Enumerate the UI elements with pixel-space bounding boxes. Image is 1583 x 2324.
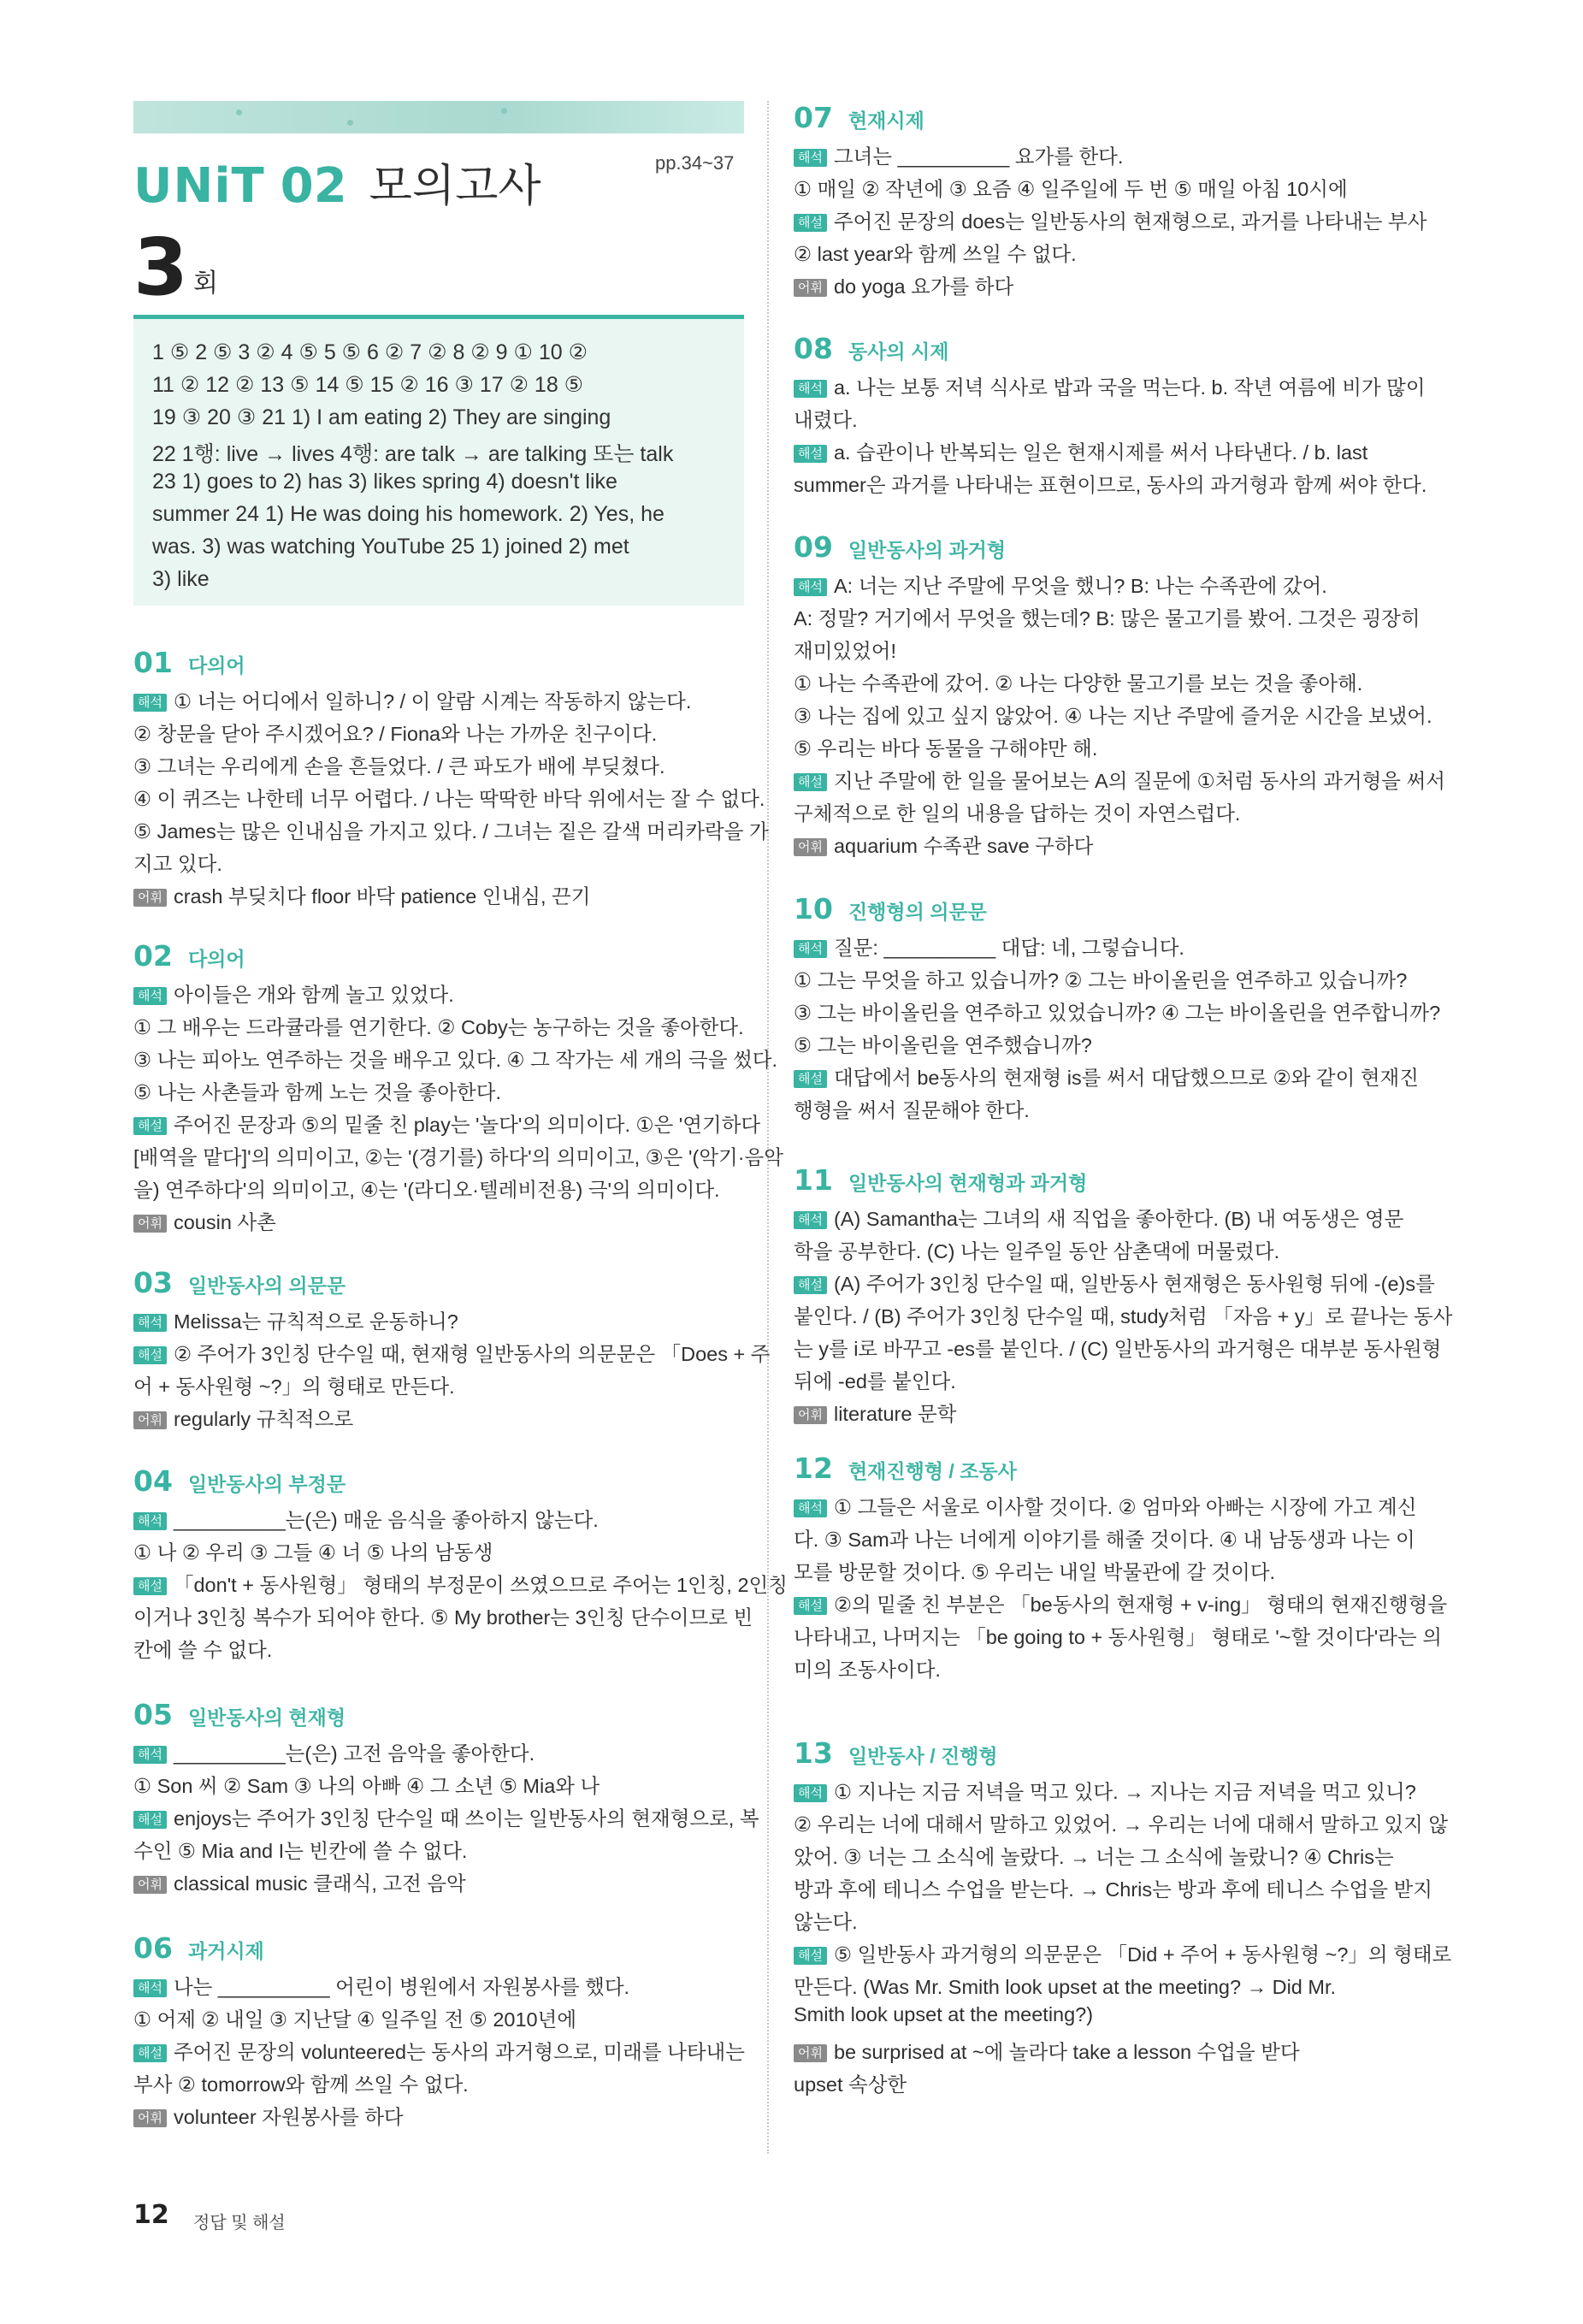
question-header xyxy=(133,1464,744,1499)
explanation-line xyxy=(133,1835,467,1864)
line-text: ① 나 ② 우리 ③ 그들 ④ 너 ⑤ 나의 남동생 xyxy=(133,1541,493,1564)
answer-line: summer 24 1) He was doing his homework. 2) Yes, he xyxy=(152,502,665,526)
line-text: 는 y를 i로 바꾸고 -es를 붙인다. / (C) 일반동사의 과거형은 대부분 동사원형 xyxy=(794,1338,1442,1360)
explanation-line xyxy=(794,2036,1300,2065)
round-label: 회 xyxy=(193,269,218,298)
line-text: 만든다. (Was Mr. Smith look upset at the meeting? → Did Mr. xyxy=(794,1976,1337,1998)
unit-subtitle: 모의고사 xyxy=(369,162,541,211)
explanation-line xyxy=(794,635,896,664)
explanation-line xyxy=(794,1029,1092,1058)
line-text: ① 매일 ② 작년에 ③ 요즘 ④ 일주일에 두 번 ⑤ 매일 아침 10시에 xyxy=(794,178,1348,200)
explanation-line xyxy=(794,1873,1432,1902)
answer-line: 19 ③ 20 ③ 21 1) I am eating 2) They are singing xyxy=(152,405,611,429)
eohwi-tag: 어휘 xyxy=(133,2109,167,2127)
line-text: ① 그는 무엇을 하고 있습니까? ② 그는 바이올린을 연주하고 있습니까? xyxy=(794,969,1408,991)
line-text: ② 우리는 너에 대해서 말하고 있었어. → 우리는 너에 대해서 말하고 있지 않 xyxy=(794,1813,1449,1836)
line-text: 어 + 동사원형 ~?」의 형태로 만든다. xyxy=(133,1375,455,1398)
line-text: 지고 있다. xyxy=(133,853,222,875)
explanation-line xyxy=(794,270,1013,299)
line-text: aquarium 수족관 save 구하다 xyxy=(833,835,1094,857)
line-text: ① 어제 ② 내일 ③ 지난달 ④ 일주일 전 ⑤ 2010년에 xyxy=(133,2008,577,2031)
explanation-line xyxy=(133,1044,777,1073)
explanation-line xyxy=(133,2068,469,2097)
explanation-line xyxy=(794,964,1407,993)
explanation-line xyxy=(133,1305,458,1334)
line-text: regularly 규칙적으로 xyxy=(173,1408,354,1430)
line-text: ① 나는 수족관에 갔어. ② 나는 다양한 물고기를 보는 것을 좋아해. xyxy=(794,672,1363,695)
explanation-line xyxy=(794,1365,956,1394)
explanation-line xyxy=(794,1268,1435,1297)
line-text: ① 너는 어디에서 일하니? / 이 알람 시계는 작동하지 않는다. xyxy=(173,690,692,713)
explanation-line xyxy=(133,1971,629,2000)
explanation-line xyxy=(794,1906,858,1935)
explanation-line xyxy=(794,1971,1336,2000)
line-text: ⑤ 나는 사촌들과 함께 노는 것을 좋아한다. xyxy=(133,1081,501,1103)
explanation-line xyxy=(133,2003,576,2032)
explanation-line xyxy=(794,436,1367,465)
line-text: 아이들은 개와 함께 놀고 있었다. xyxy=(173,984,454,1006)
line-text: ⑤ 일반동사 과거형의 의문문은 「Did + 주어 + 동사원형 ~?」의 형태로 xyxy=(833,1943,1452,1966)
line-text: (A) 주어가 3인칭 단수일 때, 일반동사 현재형은 동사원형 뒤에 -(e)s를 xyxy=(833,1273,1435,1295)
line-text: volunteer 자원봉사를 하다 xyxy=(173,2106,404,2128)
line-text: 수인 ⑤ Mia and I는 빈칸에 쓸 수 없다. xyxy=(133,1840,468,1862)
answer-line: 1 ⑤ 2 ⑤ 3 ② 4 ⑤ 5 ⑤ 6 ② 7 ② 8 ② 9 ① 10 ② xyxy=(152,340,588,364)
explanation-line xyxy=(794,1398,956,1427)
explanation-line xyxy=(133,1504,599,1533)
line-text: 모를 방문할 것이다. ⑤ 우리는 내일 박물관에 갈 것이다. xyxy=(794,1561,1276,1583)
column-divider xyxy=(767,101,769,2154)
explanation-line xyxy=(133,718,657,747)
explanation-line xyxy=(794,1808,1448,1837)
unit-number: 02 xyxy=(280,158,347,214)
haeseol-tag: 해설 xyxy=(794,1070,827,1088)
question-header xyxy=(794,1163,1409,1197)
line-text: 구체적으로 한 일의 내용을 답하는 것이 자연스럽다. xyxy=(794,802,1241,825)
line-text: 을) 연주하다'의 의미이고, ④는 '(라디오·텔레비전용) 극'의 의미이다. xyxy=(133,1179,720,1201)
line-text: 뒤에 -ed를 붙인다. xyxy=(794,1370,956,1393)
eohwi-tag: 어휘 xyxy=(133,1215,167,1233)
explanation-line xyxy=(133,1109,760,1138)
line-text: 재미있었어! xyxy=(794,640,897,662)
explanation-line xyxy=(794,602,1421,631)
explanation-line xyxy=(133,1403,353,1432)
explanation-line xyxy=(794,173,1348,202)
eohwi-tag: 어휘 xyxy=(794,1406,827,1424)
explanation-line xyxy=(794,667,1362,696)
line-text: 질문: __________ 대답: 네, 그렇습니다. xyxy=(833,937,1184,959)
line-text: 았어. ③ 너는 그 소식에 놀랐다. → 너는 그 소식에 놀랐니? ④ Chris는 xyxy=(794,1846,1394,1868)
line-text: ③ 그는 바이올린을 연주하고 있었습니까? ④ 그는 바이올린을 연주합니까? xyxy=(794,1002,1441,1024)
explanation-line xyxy=(794,371,1426,400)
line-text: 붙인다. / (B) 주어가 3인칭 단수일 때, study처럼 「자음 + y」로 끝나는 동사 xyxy=(794,1305,1453,1328)
explanation-line xyxy=(794,1094,1030,1123)
line-text: upset 속상한 xyxy=(794,2073,907,2096)
question-topic: 일반동사의 현재형 xyxy=(187,1706,346,1729)
question-number: 13 xyxy=(794,1736,833,1770)
eohwi-tag: 어휘 xyxy=(133,889,167,907)
explanation-line xyxy=(133,1634,272,1663)
haesok-tag: 해석 xyxy=(133,1512,167,1530)
explanation-line xyxy=(794,765,1445,794)
explanation-line xyxy=(794,1300,1452,1329)
line-text: literature 문학 xyxy=(833,1403,957,1425)
line-text: 주어진 문장의 volunteered는 동사의 과거형으로, 미래를 나타내는 xyxy=(173,2041,745,2063)
haesok-tag: 해석 xyxy=(794,380,827,398)
line-text: 나타내고, 나머지는 「be going to + 동사원형」 형태로 '~할 것이다'라는 의 xyxy=(794,1626,1442,1648)
line-text: 부사 ② tomorrow와 함께 쓰일 수 없다. xyxy=(133,2073,469,2096)
question-header xyxy=(794,101,1409,135)
line-text: [배역을 맡다]'의 의미이고, ②는 '(경기를) 하다'의 의미이고, ③은 '(악기·음악 xyxy=(133,1146,783,1168)
footer-label: 정답 및 해설 xyxy=(193,2214,286,2232)
explanation-line xyxy=(133,979,454,1008)
question-header xyxy=(794,332,1409,366)
unit-title xyxy=(133,137,541,214)
line-text: ① Son 씨 ② Sam ③ 나의 아빠 ④ 그 소년 ⑤ Mia와 나 xyxy=(133,1775,600,1797)
question-block xyxy=(133,1931,745,2128)
question-topic: 과거시제 xyxy=(187,1940,264,1962)
line-text: crash 부딪치다 floor 바닥 patience 인내심, 끈기 xyxy=(173,885,591,908)
round-heading xyxy=(133,222,218,313)
question-block xyxy=(794,332,1427,496)
explanation-line xyxy=(133,848,222,877)
line-text: 방과 후에 테니스 수업을 받는다. → Chris는 방과 후에 테니스 수업을 받지 xyxy=(794,1878,1432,1901)
line-text: classical music 클래식, 고전 음악 xyxy=(173,1872,466,1895)
haeseol-tag: 해설 xyxy=(794,445,827,463)
explanation-line xyxy=(794,996,1440,1026)
explanation-line xyxy=(133,1370,455,1399)
question-number: 10 xyxy=(794,892,833,925)
question-header xyxy=(133,646,744,680)
explanation-line xyxy=(133,1338,770,1367)
explanation-line xyxy=(133,2036,745,2065)
explanation-line xyxy=(794,469,1426,498)
explanation-line xyxy=(794,205,1426,234)
question-number: 05 xyxy=(133,1698,173,1731)
explanation-line xyxy=(133,815,769,844)
line-text: summer은 과거를 나타내는 표현이므로, 동사의 과거형과 함께 써야 한다. xyxy=(794,474,1427,496)
line-text: ②의 밑줄 친 부분은 「be동사의 현재형 + v-ing」 형태의 현재진행형을 xyxy=(833,1594,1448,1616)
question-number: 06 xyxy=(133,1931,173,1965)
explanation-line xyxy=(133,1601,753,1630)
haeseol-tag: 해설 xyxy=(794,1597,827,1615)
explanation-line xyxy=(794,797,1240,826)
haesok-tag: 해석 xyxy=(794,149,827,167)
explanation-line xyxy=(794,238,1077,267)
line-text: ② 주어가 3인칭 단수일 때, 현재형 일반동사의 의문문은 「Does + 주 xyxy=(173,1343,771,1365)
eohwi-tag: 어휘 xyxy=(794,2044,827,2062)
haesok-tag: 해석 xyxy=(133,1979,167,1997)
question-header xyxy=(794,892,1409,926)
answer-line: 23 1) goes to 2) has 3) likes spring 4) doesn't like xyxy=(152,470,617,494)
line-text: 내렸다. xyxy=(794,409,858,431)
haeseol-tag: 해설 xyxy=(133,1811,167,1829)
question-number: 12 xyxy=(794,1452,833,1485)
explanation-line xyxy=(133,1770,600,1799)
eohwi-tag: 어휘 xyxy=(794,279,827,297)
explanation-line xyxy=(794,570,1327,599)
haesok-tag: 해석 xyxy=(794,1499,827,1517)
explanation-line xyxy=(133,1141,783,1170)
explanation-line xyxy=(133,1802,759,1831)
explanation-line xyxy=(133,783,765,812)
line-text: 행형을 써서 질문해야 한다. xyxy=(794,1099,1030,1121)
explanation-line xyxy=(133,1076,501,1105)
explanation-line xyxy=(794,2003,1093,2026)
question-header xyxy=(133,939,744,973)
answer-line: was. 3) was watching YouTube 25 1) joined 2) met xyxy=(152,535,629,559)
explanation-line xyxy=(794,1491,1416,1520)
line-text: cousin 사촌 xyxy=(173,1211,276,1233)
line-text: A: 정말? 거기에서 무엇을 했는데? B: 많은 물고기를 봤어. 그것은 굉장히 xyxy=(794,607,1421,630)
line-text: ③ 그녀는 우리에게 손을 흔들었다. / 큰 파도가 배에 부딪쳤다. xyxy=(133,755,665,778)
line-text: 학을 공부한다. (C) 나는 일주일 동안 삼촌댁에 머물렀다. xyxy=(794,1240,1280,1263)
line-text: ① 그들은 서울로 이사할 것이다. ② 엄마와 아빠는 시장에 가고 계신 xyxy=(833,1496,1417,1518)
explanation-line xyxy=(794,1653,941,1682)
haeseol-tag: 해설 xyxy=(794,773,827,791)
question-number: 01 xyxy=(133,646,173,679)
question-number: 09 xyxy=(794,530,833,564)
question-header xyxy=(794,1452,1409,1486)
line-text: ③ 나는 집에 있고 싶지 않았어. ④ 나는 지난 주말에 즐거운 시간을 보냈어. xyxy=(794,705,1432,727)
haesok-tag: 해석 xyxy=(794,1784,827,1802)
question-block xyxy=(794,1452,1448,1681)
line-text: a. 나는 보통 저녁 식사로 밥과 국을 먹는다. b. 작년 여름에 비가 많이 xyxy=(833,376,1426,399)
line-text: ④ 이 퀴즈는 나한테 너무 어렵다. / 나는 딱딱한 바닥 위에서는 잘 수 없다. xyxy=(133,788,765,810)
question-topic: 현재진행형 / 조동사 xyxy=(848,1460,1017,1482)
line-text: ⑤ 우리는 바다 동물을 구해야만 해. xyxy=(794,737,1098,760)
line-text: ⑤ James는 많은 인내심을 가지고 있다. / 그녀는 짙은 갈색 머리카락을 가 xyxy=(133,820,769,843)
question-topic: 일반동사의 과거형 xyxy=(848,539,1007,561)
question-block xyxy=(794,1736,1452,2096)
explanation-line xyxy=(794,1523,1415,1552)
explanation-line xyxy=(794,2068,907,2097)
answer-line: 22 1행: live → lives 4행: are talk → are talking 또는 talk xyxy=(152,442,674,466)
explanation-line xyxy=(133,1569,788,1598)
explanation-line xyxy=(133,1011,744,1040)
eohwi-tag: 어휘 xyxy=(794,838,827,856)
haeseol-tag: 해설 xyxy=(794,1276,827,1294)
question-block xyxy=(794,892,1441,1121)
question-block xyxy=(133,1698,759,1895)
haeseol-tag: 해설 xyxy=(794,1947,827,1965)
question-number: 03 xyxy=(133,1266,173,1299)
question-block xyxy=(794,101,1427,298)
line-text: ⑤ 그는 바이올린을 연주했습니까? xyxy=(794,1034,1092,1056)
line-text: 나는 __________ 어린이 병원에서 자원봉사를 했다. xyxy=(173,1976,630,1998)
haesok-tag: 해석 xyxy=(133,1314,167,1332)
explanation-line xyxy=(133,1206,276,1235)
question-header xyxy=(133,1266,744,1300)
line-text: ① 그 배우는 드라큘라를 연기한다. ② Coby는 농구하는 것을 좋아한다. xyxy=(133,1016,744,1038)
explanation-line xyxy=(133,1536,493,1565)
haesok-tag: 해석 xyxy=(133,987,167,1005)
question-number: 04 xyxy=(133,1464,173,1498)
haeseol-tag: 해설 xyxy=(133,2044,167,2062)
explanation-line xyxy=(794,1235,1279,1264)
line-text: Melissa는 규칙적으로 운동하니? xyxy=(173,1310,458,1333)
explanation-line xyxy=(794,1621,1442,1650)
answer-line: 3) like xyxy=(152,567,210,591)
explanation-line xyxy=(794,931,1184,961)
line-text: ① 지나는 지금 저녁을 먹고 있다. → 지나는 지금 저녁을 먹고 있니? xyxy=(833,1781,1416,1803)
question-topic: 일반동사의 의문문 xyxy=(187,1274,346,1297)
question-block xyxy=(794,530,1445,857)
explanation-line xyxy=(133,2101,404,2130)
line-text: A: 너는 지난 주말에 무엇을 했니? B: 나는 수족관에 갔어. xyxy=(833,575,1327,597)
question-number: 11 xyxy=(794,1163,833,1197)
answer-line: 11 ② 12 ② 13 ⑤ 14 ⑤ 15 ② 16 ③ 17 ② 18 ⑤ xyxy=(152,373,584,397)
question-topic: 일반동사의 부정문 xyxy=(187,1473,346,1495)
question-block xyxy=(133,939,783,1233)
line-text: 지난 주말에 한 일을 물어보는 A의 질문에 ①처럼 동사의 과거형을 써서 xyxy=(833,770,1445,792)
explanation-line xyxy=(794,1203,1403,1232)
explanation-line xyxy=(794,830,1093,859)
line-text: __________는(은) 매운 음식을 좋아하지 않는다. xyxy=(173,1509,599,1531)
haesok-tag: 해석 xyxy=(133,1746,167,1764)
explanation-line xyxy=(794,1938,1451,1967)
explanation-line xyxy=(794,1556,1275,1585)
explanation-line xyxy=(794,732,1097,761)
line-text: ② last year와 함께 쓰일 수 없다. xyxy=(794,243,1077,265)
answer-key-box xyxy=(133,315,744,606)
explanation-line xyxy=(794,1588,1447,1617)
question-number: 02 xyxy=(133,939,173,973)
haesok-tag: 해석 xyxy=(794,1211,827,1229)
question-topic: 다의어 xyxy=(187,948,245,970)
haeseol-tag: 해설 xyxy=(133,1346,167,1364)
question-number: 08 xyxy=(794,332,833,365)
line-text: 「don't + 동사원형」 형태의 부정문이 쓰였으므로 주어는 1인칭, 2인칭 xyxy=(173,1574,788,1596)
explanation-line xyxy=(794,1061,1419,1091)
question-block xyxy=(133,1464,788,1661)
line-text: 주어진 문장과 ⑤의 밑줄 친 play는 '놀다'의 의미이다. ①은 '연기하다 xyxy=(173,1114,761,1136)
question-header xyxy=(794,1736,1409,1771)
explanation-line xyxy=(794,1333,1441,1362)
question-topic: 동사의 시제 xyxy=(848,340,949,363)
question-header xyxy=(794,530,1409,565)
line-text: 않는다. xyxy=(794,1911,858,1933)
explanation-line xyxy=(133,750,665,779)
line-text: enjoys는 주어가 3인칭 단수일 때 쓰이는 일반동사의 현재형으로, 복 xyxy=(173,1807,759,1830)
haeseol-tag: 해설 xyxy=(133,1117,167,1135)
question-block xyxy=(133,1266,771,1430)
explanation-line xyxy=(133,1174,720,1203)
explanation-line xyxy=(794,700,1432,729)
line-text: __________는(은) 고전 음악을 좋아한다. xyxy=(173,1742,535,1765)
question-topic: 다의어 xyxy=(187,654,245,677)
explanation-line xyxy=(133,880,590,909)
line-text: 그녀는 __________ 요가를 한다. xyxy=(833,145,1124,168)
page-number: 12 xyxy=(133,2200,169,2230)
explanation-line xyxy=(794,140,1123,169)
round-number: 3 xyxy=(133,222,189,313)
explanation-line xyxy=(133,1867,466,1896)
line-text: a. 습관이나 반복되는 일은 현재시제를 써서 나타낸다. / b. last xyxy=(833,441,1368,464)
question-block xyxy=(133,646,769,908)
haesok-tag: 해석 xyxy=(794,578,827,596)
explanation-line xyxy=(133,685,691,714)
haesok-tag: 해석 xyxy=(794,940,827,958)
explanation-line xyxy=(133,1737,535,1766)
eohwi-tag: 어휘 xyxy=(133,1876,167,1894)
line-text: be surprised at ~에 놀라다 take a lesson 수업을 받다 xyxy=(833,2041,1300,2063)
question-topic: 현재시제 xyxy=(848,109,924,132)
line-text: 주어진 문장의 does는 일반동사의 현재형으로, 과거를 나타내는 부사 xyxy=(833,210,1427,233)
line-text: Smith look upset at the meeting?) xyxy=(794,2003,1094,2025)
unit-word: UNiT xyxy=(133,158,265,214)
question-topic: 일반동사 / 진행형 xyxy=(848,1745,998,1767)
haeseol-tag: 해설 xyxy=(133,1577,167,1595)
question-block xyxy=(794,1163,1453,1425)
question-number: 07 xyxy=(794,101,833,134)
line-text: (A) Samantha는 그녀의 새 직업을 좋아한다. (B) 내 여동생은 영문 xyxy=(833,1208,1404,1230)
question-header xyxy=(133,1698,744,1732)
header-banner xyxy=(133,101,744,133)
explanation-line xyxy=(794,1841,1394,1870)
line-text: 미의 조동사이다. xyxy=(794,1659,941,1681)
page-range: pp.34~37 xyxy=(655,152,735,174)
question-header xyxy=(133,1931,744,1966)
line-text: 다. ③ Sam과 나는 너에게 이야기를 해줄 것이다. ④ 내 남동생과 나는 이 xyxy=(794,1529,1415,1551)
line-text: 칸에 쓸 수 없다. xyxy=(133,1639,273,1661)
line-text: do yoga 요가를 하다 xyxy=(833,275,1014,298)
explanation-line xyxy=(794,1776,1416,1805)
question-topic: 진행형의 의문문 xyxy=(848,901,987,923)
explanation-line xyxy=(794,404,858,433)
line-text: ③ 나는 피아노 연주하는 것을 배우고 있다. ④ 그 작가는 세 개의 극을 썼다. xyxy=(133,1049,777,1071)
line-text: ② 창문을 닫아 주시겠어요? / Fiona와 나는 가까운 친구이다. xyxy=(133,723,658,745)
line-text: 이거나 3인칭 복수가 되어야 한다. ⑤ My brother는 3인칭 단수이므로 빈 xyxy=(133,1606,753,1629)
haeseol-tag: 해설 xyxy=(794,214,827,232)
eohwi-tag: 어휘 xyxy=(133,1411,167,1429)
line-text: 대답에서 be동사의 현재형 is를 써서 대답했으므로 ②와 같이 현재진 xyxy=(833,1067,1419,1089)
question-topic: 일반동사의 현재형과 과거형 xyxy=(848,1172,1088,1194)
haesok-tag: 해석 xyxy=(133,694,167,712)
